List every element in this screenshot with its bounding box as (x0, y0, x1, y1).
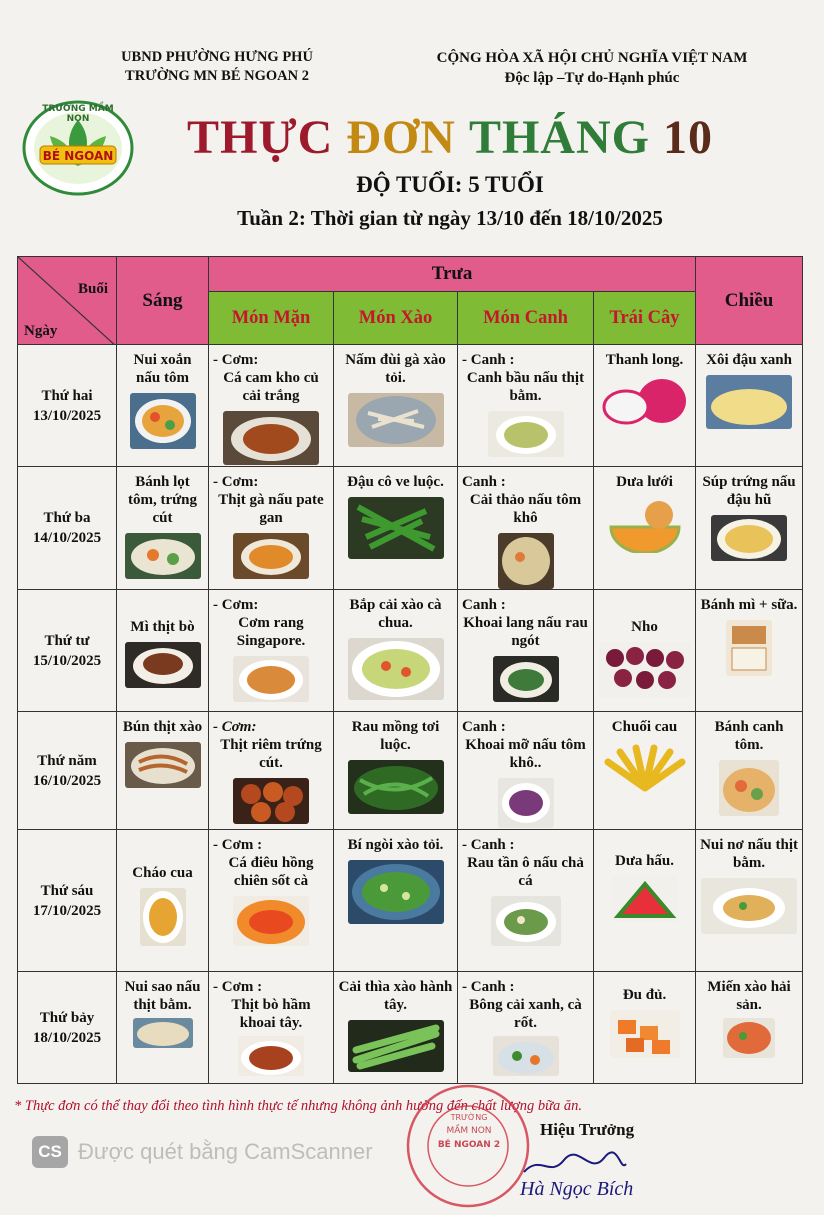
dish-photo (610, 1010, 680, 1058)
morning-dish: Nui xoắn nấu tôm (133, 352, 192, 386)
afternoon-dish: Nui nơ nấu thịt bằm. (700, 837, 799, 871)
dish-photo (600, 375, 690, 427)
soup-cell (458, 345, 594, 467)
logo-ring-text: TRƯỜNG MẦM NON (42, 104, 114, 124)
national-header (392, 48, 792, 88)
rice-prefix: - Cơm: (213, 352, 259, 368)
dish-photo (125, 642, 201, 688)
camscanner-icon: CS (32, 1136, 68, 1168)
main-dish-cell (209, 972, 334, 1084)
title-word-4: 10 (662, 111, 713, 164)
footnote: * Thực đơn có thể thay đổi theo tình hình thực tế nhưng không ảnh hưởng đến chất lượng bữa ăn. (14, 1098, 583, 1114)
morning-cell (117, 830, 209, 972)
rice-prefix: - Cơm: (213, 719, 257, 735)
fruit-cell (594, 590, 696, 712)
header-morning: Sáng (117, 257, 209, 345)
fruit-dish: Đu đủ. (622, 987, 667, 1003)
signature-icon (520, 1150, 630, 1180)
soup-dish (458, 712, 593, 772)
school-header (92, 48, 342, 86)
day-date: 13/10/2025 (32, 407, 102, 424)
header-noon: Trưa (209, 257, 696, 292)
day-date: 17/10/2025 (32, 902, 102, 919)
dish-photo (223, 411, 319, 465)
rice-prefix: - Cơm: (213, 597, 259, 613)
soup-name: Canh bầu nấu thịt bằm. (466, 370, 585, 404)
soup-dish (458, 590, 593, 650)
dish-photo (723, 1018, 775, 1058)
morning-cell (117, 590, 209, 712)
dish-photo (719, 760, 779, 816)
stamp-text-mid2: BÉ NGOAN 2 (437, 1140, 501, 1150)
table-row (18, 972, 803, 1084)
title-word-1: THỰC (187, 111, 334, 164)
logo-center-text: BÉ NGOAN (42, 149, 114, 163)
soup-name: Khoai mỡ nấu tôm khô.. (465, 737, 586, 771)
stir-fry-cell (334, 712, 458, 830)
fruit-dish: Thanh long. (605, 352, 684, 368)
dish-photo (493, 656, 559, 702)
day-date: 15/10/2025 (32, 652, 102, 669)
rice-prefix: - Cơm : (213, 979, 263, 995)
scanner-text: Được quét bằng CamScanner (78, 1139, 373, 1164)
school-name: TRƯỜNG MN BÉ NGOAN 2 (125, 68, 309, 84)
dish-photo (348, 638, 444, 700)
morning-cell (117, 712, 209, 830)
soup-name: Cải thảo nấu tôm khô (469, 492, 582, 526)
stir-fry-dish: Bí ngòi xào tỏi. (347, 837, 444, 853)
afternoon-dish: Bánh canh tôm. (714, 719, 784, 753)
morning-cell (117, 345, 209, 467)
title-word-3: THÁNG (468, 111, 650, 164)
morning-dish: Cháo cua (132, 865, 193, 881)
stamp-text-mid1: MẦM NON (446, 1126, 492, 1136)
soup-prefix: - Canh : (462, 352, 515, 368)
dish-photo (133, 1018, 193, 1048)
morning-dish: Nui sao nấu thịt bằm. (124, 979, 201, 1013)
main-dish-cell (209, 830, 334, 972)
afternoon-cell (696, 712, 803, 830)
day-name: Thứ ba (43, 510, 91, 526)
stir-fry-cell (334, 830, 458, 972)
main-dish-name: Thịt riêm trứng cút. (220, 737, 322, 771)
soup-dish (458, 830, 593, 890)
dish-photo (125, 742, 201, 788)
day-date: 18/10/2025 (32, 1029, 102, 1046)
dish-photo (599, 642, 691, 698)
dish-photo (348, 760, 444, 814)
week-range: Tuần 2: Thời gian từ ngày 13/10 đến 18/10/2025 (237, 206, 663, 230)
signer-name: Hà Ngọc Bích (520, 1178, 634, 1200)
country-name: CỘNG HÒA XÃ HỘI CHỦ NGHĨA VIỆT NAM (436, 50, 748, 66)
soup-prefix: Canh : (462, 597, 506, 613)
dish-photo (491, 896, 561, 946)
soup-prefix: - Canh : (462, 837, 515, 853)
ward-name: UBND PHƯỜNG HƯNG PHÚ (121, 49, 313, 65)
soup-dish (458, 345, 593, 405)
header-fruit: Trái Cây (594, 292, 696, 345)
dish-photo (612, 876, 678, 922)
stir-fry-dish: Rau mồng tơi luộc. (351, 719, 440, 753)
dish-photo (711, 515, 787, 561)
fruit-dish: Nho (631, 619, 658, 635)
soup-cell (458, 830, 594, 972)
main-dish (209, 345, 333, 405)
day-cell (18, 712, 117, 830)
fruit-dish: Dưa lưới (616, 474, 673, 490)
morning-dish: Mì thịt bò (130, 619, 195, 635)
day-name: Thứ sáu (40, 882, 94, 899)
main-dish-name: Cơm rang Singapore. (236, 615, 306, 649)
fruit-cell (594, 467, 696, 590)
main-dish-cell (209, 467, 334, 590)
stir-fry-cell (334, 345, 458, 467)
dish-photo (605, 497, 685, 553)
main-dish-name: Cá điêu hồng chiên sốt cà (228, 855, 314, 889)
day-date: 16/10/2025 (32, 772, 102, 789)
day-cell (18, 972, 117, 1084)
afternoon-dish: Miến xào hải sản. (707, 979, 791, 1013)
motto: Độc lập –Tự do-Hạnh phúc (504, 70, 680, 86)
dish-photo (706, 375, 792, 429)
morning-cell (117, 467, 209, 590)
morning-dish: Bún thịt xào (122, 719, 203, 735)
scanner-watermark (32, 1136, 373, 1168)
soup-cell (458, 590, 594, 712)
main-dish (209, 467, 333, 527)
day-name: Thứ tư (44, 632, 90, 649)
main-dish (209, 712, 333, 772)
stamp-text-top: TRƯỜNG (450, 1113, 488, 1122)
rice-prefix: - Cơm : (213, 837, 263, 853)
stir-fry-cell (334, 467, 458, 590)
dish-photo (493, 1036, 559, 1076)
soup-dish (458, 467, 593, 527)
soup-cell (458, 972, 594, 1084)
fruit-dish: Dưa hấu. (615, 853, 675, 869)
age-group: ĐỘ TUỔI: 5 TUỔI (356, 172, 544, 197)
table-row (18, 590, 803, 712)
stir-fry-dish: Nấm đùi gà xào tỏi. (345, 352, 446, 386)
dish-photo (348, 393, 444, 447)
dish-photo (498, 778, 554, 828)
main-dish (209, 972, 333, 1032)
day-date: 14/10/2025 (32, 530, 102, 546)
soup-name: Khoai lang nấu rau ngót (463, 615, 588, 649)
dish-photo (600, 742, 690, 794)
table-row (18, 467, 803, 590)
dish-photo (125, 533, 201, 579)
afternoon-cell (696, 972, 803, 1084)
soup-cell (458, 467, 594, 590)
main-dish-cell (209, 712, 334, 830)
header-main-dish: Món Mặn (209, 292, 334, 345)
day-name: Thứ hai (41, 387, 93, 404)
dish-photo (140, 888, 186, 946)
table-row (18, 830, 803, 972)
day-cell (18, 345, 117, 467)
main-dish-name: Thịt gà nấu pate gan (218, 492, 324, 526)
afternoon-cell (696, 830, 803, 972)
fruit-cell (594, 972, 696, 1084)
main-dish (209, 590, 333, 650)
main-dish (209, 830, 333, 890)
soup-name: Bông cải xanh, cà rốt. (469, 997, 582, 1031)
main-dish-cell (209, 590, 334, 712)
day-cell (18, 830, 117, 972)
soup-dish (458, 972, 593, 1032)
table-row (18, 345, 803, 467)
soup-prefix: Canh : (462, 474, 506, 490)
table-row (18, 712, 803, 830)
morning-dish: Bánh lọt tôm, trứng cút (128, 474, 197, 526)
stir-fry-dish: Cải thìa xào hành tây. (338, 979, 453, 1013)
stir-fry-cell (334, 972, 458, 1084)
corner-header (18, 257, 117, 345)
fruit-dish: Chuối cau (611, 719, 678, 735)
dish-photo (488, 411, 564, 457)
dish-photo (233, 778, 309, 824)
menu-table (17, 256, 803, 1084)
menu-title (150, 110, 750, 166)
corner-day-label: Ngày (24, 323, 58, 339)
day-cell (18, 590, 117, 712)
dish-photo (726, 620, 772, 676)
soup-name: Rau tần ô nấu chả cá (467, 855, 584, 889)
main-dish-cell (209, 345, 334, 467)
dish-photo (348, 1020, 444, 1072)
soup-prefix: - Canh : (462, 979, 515, 995)
main-dish-name: Cá cam kho củ cải trắng (223, 370, 319, 404)
day-name: Thứ năm (37, 752, 97, 769)
header-afternoon: Chiều (696, 257, 803, 345)
day-cell (18, 467, 117, 590)
dish-photo (348, 860, 444, 924)
dish-photo (701, 878, 797, 934)
fruit-cell (594, 345, 696, 467)
afternoon-cell (696, 590, 803, 712)
dish-photo (238, 1036, 304, 1076)
day-name: Thứ bảy (39, 1009, 95, 1026)
fruit-cell (594, 830, 696, 972)
afternoon-dish: Bánh mì + sữa. (700, 597, 798, 613)
dish-photo (233, 896, 309, 946)
header-soup: Món Canh (458, 292, 594, 345)
afternoon-dish: Súp trứng nấu đậu hũ (702, 474, 796, 508)
header-stir-fry: Món Xào (334, 292, 458, 345)
principal-title: Hiệu Trưởng (540, 1120, 635, 1139)
corner-session-label: Buổi (77, 281, 108, 297)
fruit-cell (594, 712, 696, 830)
stir-fry-dish: Đậu cô ve luộc. (347, 474, 444, 490)
soup-prefix: Canh : (462, 719, 506, 735)
dish-photo (233, 533, 309, 579)
stir-fry-cell (334, 590, 458, 712)
afternoon-dish: Xôi đậu xanh (706, 352, 792, 368)
rice-prefix: - Cơm: (213, 474, 259, 490)
dish-photo (498, 533, 554, 589)
dish-photo (348, 497, 444, 559)
afternoon-cell (696, 345, 803, 467)
soup-cell (458, 712, 594, 830)
dish-photo (233, 656, 309, 702)
morning-cell (117, 972, 209, 1084)
afternoon-cell (696, 467, 803, 590)
main-dish-name: Thịt bò hầm khoai tây. (231, 997, 311, 1031)
title-word-2: ĐƠN (346, 111, 456, 164)
stir-fry-dish: Bắp cải xào cà chua. (349, 597, 442, 631)
dish-photo (130, 393, 196, 449)
